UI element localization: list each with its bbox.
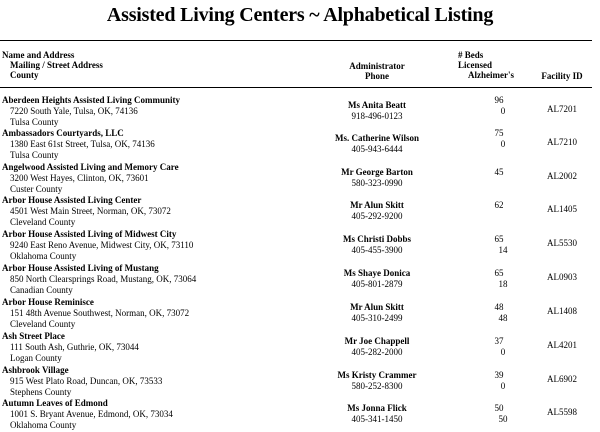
facility-street: 3200 West Hayes, Clinton, OK, 73601 — [10, 173, 149, 183]
facility-name: Ashbrook Village — [2, 365, 69, 375]
table-row — [0, 331, 600, 365]
admin-header-line2: Phone — [364, 71, 389, 81]
table-row — [0, 95, 600, 129]
facility-county: Custer County — [10, 184, 63, 194]
beds-header-line2: Licensed — [458, 60, 493, 70]
licensed-beds: 75 — [494, 128, 504, 138]
administrator-phone: 405-801-2879 — [351, 279, 403, 289]
administrator-name: Ms Christi Dobbs — [342, 234, 411, 244]
administrator-name: Mr Alun Skitt — [350, 302, 404, 312]
facility-street: 915 West Plato Road, Duncan, OK, 73533 — [10, 376, 163, 386]
administrator-name: Ms Jonna Flick — [347, 403, 407, 413]
administrator-name: Ms. Catherine Wilson — [335, 133, 419, 143]
table-row — [0, 365, 600, 399]
facility-county: Oklahoma County — [10, 251, 77, 261]
facility-county: Tulsa County — [10, 117, 59, 127]
licensed-beds: 50 — [494, 403, 504, 413]
facility-street: 4501 West Main Street, Norman, OK, 73072 — [10, 206, 171, 216]
name-header-line3: County — [10, 70, 39, 80]
facility-county: Cleveland County — [10, 217, 76, 227]
facility-id: AL0903 — [547, 272, 577, 282]
facility-id: AL5530 — [547, 238, 577, 248]
licensed-beds: 48 — [494, 302, 504, 312]
facility-street: 1001 S. Bryant Avenue, Edmond, OK, 73034 — [10, 409, 173, 419]
beds-header — [458, 50, 514, 80]
licensed-beds: 96 — [494, 95, 504, 105]
facility-name: Ambassadors Courtyards, LLC — [2, 128, 124, 138]
facility-name: Ash Street Place — [2, 331, 65, 341]
facility-name: Arbor House Reminisce — [2, 297, 94, 307]
licensed-beds: 62 — [494, 200, 504, 210]
facility-street: 111 South Ash, Guthrie, OK, 73044 — [10, 342, 139, 352]
facility-id: AL4201 — [547, 340, 577, 350]
facility-id: AL7210 — [547, 137, 577, 147]
facility-id: AL5598 — [547, 407, 577, 417]
facility-county: Cleveland County — [10, 319, 76, 329]
beds-header-line1: # Beds — [458, 50, 484, 60]
alzheimers-beds: 0 — [500, 381, 506, 391]
facility-street: 9240 East Reno Avenue, Midwest City, OK, 73110 — [10, 240, 194, 250]
admin-header-line1: Administrator — [349, 61, 405, 71]
facility-county: Canadian County — [10, 285, 73, 295]
facility-street: 850 North Clearsprings Road, Mustang, OK, 73064 — [10, 274, 197, 284]
administrator-phone: 580-252-8300 — [351, 381, 403, 391]
facility-name: Autumn Leaves of Edmond — [2, 398, 108, 408]
page-title: Assisted Living Centers ~ Alphabetical Listing — [106, 4, 494, 26]
facility-id: AL1408 — [547, 306, 577, 316]
facility-street: 7220 South Yale, Tulsa, OK, 74136 — [10, 106, 138, 116]
table-row — [0, 297, 600, 331]
name-address-header — [2, 50, 103, 80]
facility-street: 151 48th Avenue Southwest, Norman, OK, 73072 — [10, 308, 190, 318]
facility-id: AL2002 — [547, 171, 577, 181]
facility-name: Arbor House Assisted Living Center — [2, 195, 142, 205]
name-header-line1: Name and Address — [2, 50, 75, 60]
table-row — [0, 263, 600, 297]
licensed-beds: 45 — [494, 167, 504, 177]
alzheimers-beds: 50 — [498, 414, 508, 424]
beds-header-line3: Alzheimer's — [468, 70, 514, 80]
alzheimers-beds: 14 — [498, 245, 508, 255]
alzheimers-beds: 0 — [500, 139, 506, 149]
facility-name: Aberdeen Heights Assisted Living Community — [2, 95, 181, 105]
administrator-phone: 405-341-1450 — [351, 414, 403, 424]
administrator-phone: 918-496-0123 — [351, 111, 403, 121]
alzheimers-beds: 18 — [498, 279, 508, 289]
table-row — [0, 162, 600, 196]
administrator-name: Mr Joe Chappell — [344, 336, 410, 346]
facility-name: Angelwood Assisted Living and Memory Care — [2, 162, 179, 172]
administrator-name: Ms Anita Beatt — [348, 100, 406, 110]
administrator-phone: 405-282-2000 — [351, 347, 403, 357]
facility-id-header: Facility ID — [541, 71, 583, 81]
facility-street: 1380 East 61st Street, Tulsa, OK, 74136 — [10, 139, 155, 149]
table-row — [0, 398, 600, 432]
administrator-phone: 580-323-0990 — [351, 178, 403, 188]
administrator-name: Mr Alun Skitt — [350, 200, 404, 210]
facility-county: Tulsa County — [10, 150, 59, 160]
header-bottom-rule — [0, 87, 592, 88]
administrator-phone: 405-292-9200 — [351, 211, 403, 221]
licensed-beds: 39 — [494, 370, 504, 380]
table-row — [0, 229, 600, 263]
facility-id: AL1405 — [547, 204, 577, 214]
administrator-header — [318, 61, 436, 81]
table-row — [0, 128, 600, 162]
alzheimers-beds: 0 — [500, 106, 506, 116]
facility-name: Arbor House Assisted Living of Midwest City — [2, 229, 177, 239]
name-header-line2: Mailing / Street Address — [10, 60, 103, 70]
header-top-rule — [0, 40, 592, 41]
facility-county: Logan County — [10, 353, 62, 363]
administrator-phone: 405-943-6444 — [351, 144, 403, 154]
alzheimers-beds: 0 — [500, 347, 506, 357]
administrator-name: Mr George Barton — [341, 167, 413, 177]
table-row — [0, 195, 600, 229]
administrator-name: Ms Kristy Crammer — [337, 370, 417, 380]
alzheimers-beds: 48 — [498, 313, 508, 323]
facility-county: Stephens County — [10, 387, 72, 397]
administrator-name: Ms Shaye Donica — [343, 268, 411, 278]
administrator-phone: 405-455-3900 — [351, 245, 403, 255]
facility-county: Oklahoma County — [10, 420, 77, 430]
administrator-phone: 405-310-2499 — [351, 313, 403, 323]
facility-id: AL7201 — [547, 104, 577, 114]
facility-name: Arbor House Assisted Living of Mustang — [2, 263, 159, 273]
licensed-beds: 65 — [494, 268, 504, 278]
licensed-beds: 65 — [494, 234, 504, 244]
facility-id: AL6902 — [547, 374, 577, 384]
licensed-beds: 37 — [494, 336, 504, 346]
